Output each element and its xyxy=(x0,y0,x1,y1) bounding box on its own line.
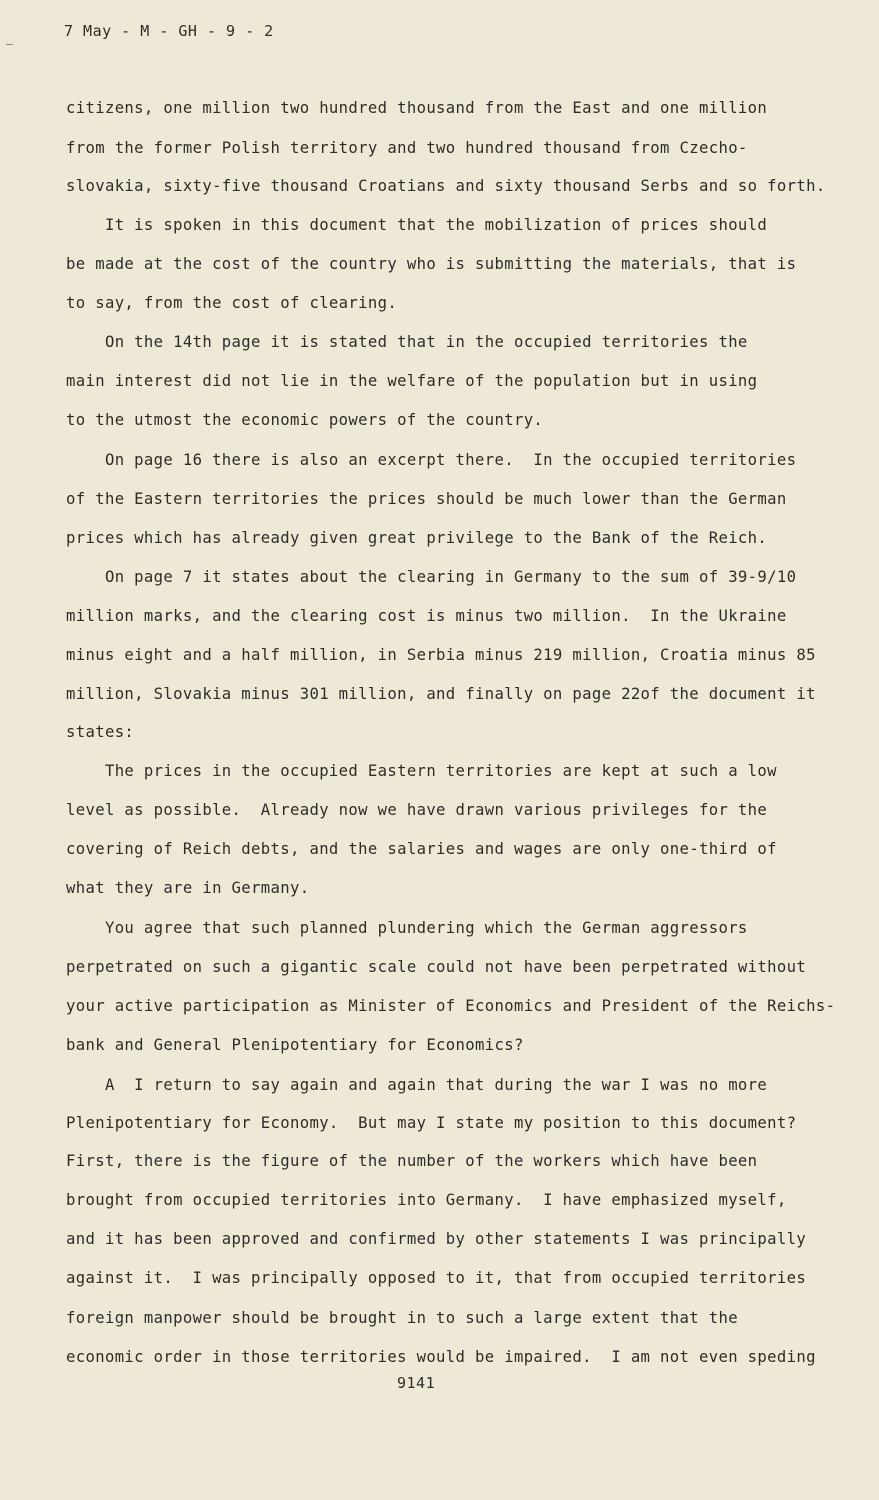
text-line: covering of Reich debts, and the salaries and wages are only one-third of xyxy=(66,840,777,858)
text-line: brought from occupied territories into Germany. I have emphasized myself, xyxy=(66,1191,787,1209)
text-line: A I return to say again and again that during the war I was no more xyxy=(66,1076,768,1094)
text-line: It is spoken in this document that the mobilization of prices should xyxy=(66,216,768,234)
text-line: to say, from the cost of clearing. xyxy=(66,294,398,312)
text-line: million, Slovakia minus 301 million, and finally on page 22of the document it xyxy=(66,685,816,703)
text-line: citizens, one million two hundred thousand from the East and one million xyxy=(66,99,768,117)
text-line: Plenipotentiary for Economy. But may I state my position to this document? xyxy=(66,1114,797,1132)
text-line: foreign manpower should be brought in to such a large extent that the xyxy=(66,1309,738,1327)
text-line: You agree that such planned plundering which the German aggressors xyxy=(66,919,748,937)
text-line: level as possible. Already now we have drawn various privileges for the xyxy=(66,801,768,819)
text-line: main interest did not lie in the welfare of the population but in using xyxy=(66,372,758,390)
text-line: million marks, and the clearing cost is minus two million. In the Ukraine xyxy=(66,607,787,625)
text-line: states: xyxy=(66,723,135,741)
text-line: be made at the cost of the country who is submitting the materials, that is xyxy=(66,255,797,273)
text-line: economic order in those territories would be impaired. I am not even speding xyxy=(66,1348,816,1366)
text-line: what they are in Germany. xyxy=(66,879,310,897)
text-line: slovakia, sixty-five thousand Croatians and sixty thousand Serbs and so forth. xyxy=(66,177,826,195)
text-line: perpetrated on such a gigantic scale could not have been perpetrated without xyxy=(66,958,807,976)
text-line: against it. I was principally opposed to it, that from occupied territories xyxy=(66,1269,807,1287)
text-line: prices which has already given great privilege to the Bank of the Reich. xyxy=(66,529,768,547)
text-line: of the Eastern territories the prices should be much lower than the German xyxy=(66,490,787,508)
text-line: The prices in the occupied Eastern territories are kept at such a low xyxy=(66,762,777,780)
text-line: On the 14th page it is stated that in the occupied territories the xyxy=(66,333,748,351)
text-line: First, there is the figure of the number of the workers which have been xyxy=(66,1152,758,1170)
text-line: to the utmost the economic powers of the country. xyxy=(66,411,544,429)
page-header: 7 May - M - GH - 9 - 2 xyxy=(64,22,274,40)
text-line: bank and General Plenipotentiary for Economics? xyxy=(66,1036,524,1054)
page-number: 9141 xyxy=(397,1374,436,1392)
text-line: minus eight and a half million, in Serbia minus 219 million, Croatia minus 85 xyxy=(66,646,816,664)
text-line: your active participation as Minister of Economics and President of the Reichs- xyxy=(66,997,836,1015)
margin-mark xyxy=(6,44,13,45)
text-line: from the former Polish territory and two hundred thousand from Czecho- xyxy=(66,139,748,157)
text-line: On page 7 it states about the clearing in Germany to the sum of 39-9/10 xyxy=(66,568,797,586)
text-line: On page 16 there is also an excerpt there. In the occupied territories xyxy=(66,451,797,469)
text-line: and it has been approved and confirmed by other statements I was principally xyxy=(66,1230,807,1248)
